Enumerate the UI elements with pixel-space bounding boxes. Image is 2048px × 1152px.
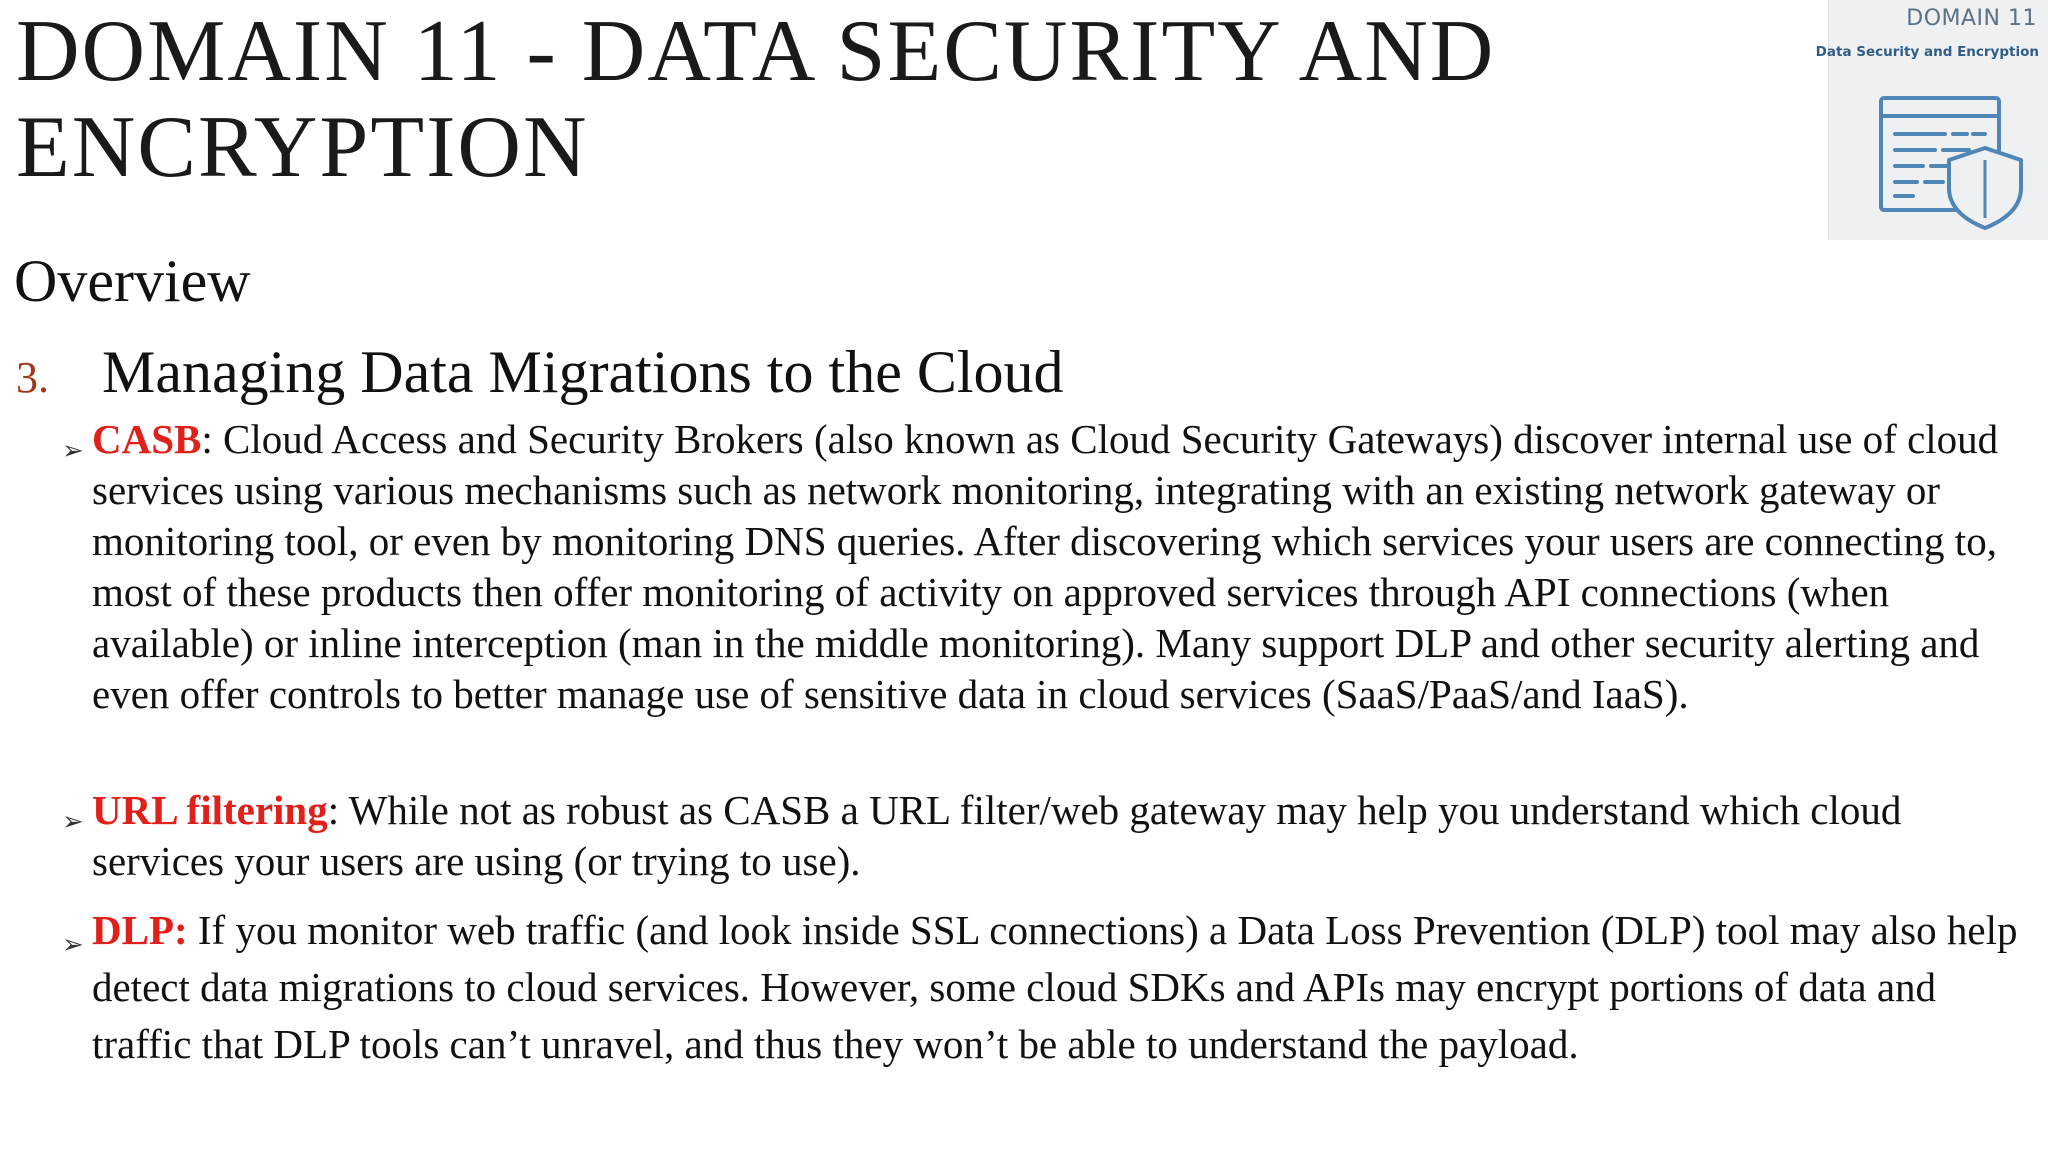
bullet-term: DLP:: [92, 907, 188, 953]
overview-heading: Overview: [14, 248, 251, 314]
bullet-arrow-icon: ➢: [62, 807, 84, 837]
section-title: Managing Data Migrations to the Cloud: [102, 339, 1064, 405]
bullet-arrow-icon: ➢: [62, 930, 84, 960]
bullet-text: While not as robust as CASB a URL filter/web gateway may help you understand which cloud services your users are using (or trying to use).: [92, 787, 1902, 884]
slide-title: DOMAIN 11 - DATA SECURITY AND ENCRYPTION: [16, 3, 1496, 196]
bullet-term-separator: :: [327, 787, 340, 833]
bullet-arrow-icon: ➢: [62, 436, 84, 466]
bullet-term: URL filtering: [92, 787, 328, 833]
bullet-term-separator: :: [201, 416, 213, 462]
section-number: 3.: [16, 353, 49, 402]
badge-subtitle: Data Security and Encryption: [1815, 44, 2039, 60]
bullet-text: Cloud Access and Security Brokers (also known as Cloud Security Gateways) discover internal use of cloud services using various mechanisms such as network monitoring, integrating with an existing network gateway or monitoring tool, or even by monitoring DNS queries. After discovering which services your users are connecting to, most of these products then offer monitoring of activity on approved services through API connections (when available) or inline interception (man in the middle monitoring). Many support DLP and other security alerting and even offer controls to better manage use of sensitive data in cloud services (SaaS/PaaS/and IaaS).: [92, 416, 1999, 717]
bullet-term: CASB: [92, 416, 202, 462]
bullet-url-filtering: [62, 785, 2022, 887]
bullet-casb: [62, 414, 2022, 720]
badge-domain-label: DOMAIN 11: [1906, 6, 2037, 31]
bullet-text: If you monitor web traffic (and look inside SSL connections) a Data Loss Prevention (DLP) tool may also help detect data migrations to cloud services. However, some cloud SDKs and APIs may encrypt portions of data and traffic that DLP tools can’t unravel, and thus they won’t be able to understand the payload.: [92, 907, 2018, 1067]
bullet-dlp: [62, 902, 2022, 1073]
